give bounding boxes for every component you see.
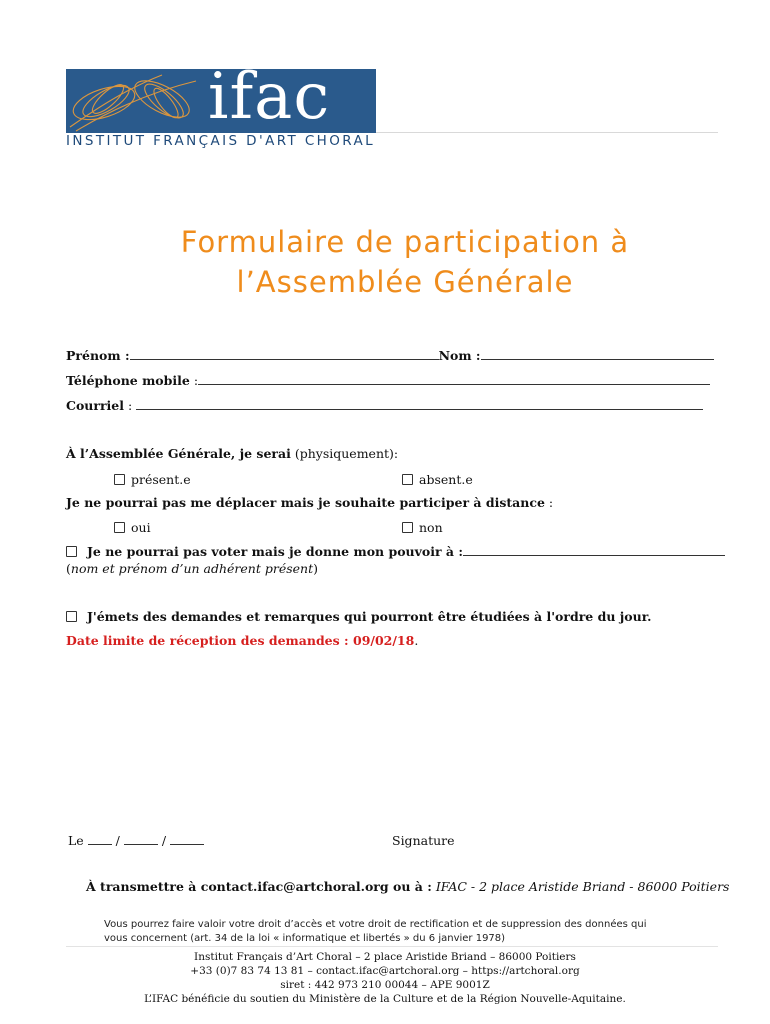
legal-notice (104, 918, 724, 946)
proxy-note-text: nom et prénom d’un adhérent présent (70, 561, 314, 576)
remote-no-option[interactable] (402, 520, 602, 535)
transmit-address: IFAC - 2 place Aristide Briand - 86000 Poitiers (435, 879, 730, 894)
nom-field[interactable] (481, 349, 714, 360)
remote-yes-checkbox[interactable] (114, 522, 125, 533)
remote-question (66, 495, 706, 510)
footer-siret: siret : 442 973 210 00044 – APE 9001Z (280, 979, 490, 991)
date-month-field[interactable] (124, 836, 158, 845)
date-row (68, 833, 268, 848)
legal-line-1: Vous pourrez faire valoir votre droit d’accès et votre droit de rectification et de suppression des données qui (104, 919, 647, 930)
telephone-row (66, 373, 706, 388)
footer (60, 950, 710, 1006)
remote-separator: : (548, 495, 554, 510)
proxy-label: Je ne pourrai pas voter mais je donne mon pouvoir à : (86, 544, 463, 559)
footer-address: Institut Français d’Art Choral – 2 place Aristide Briand – 86000 Poitiers (194, 951, 576, 963)
telephone-separator: : (193, 373, 199, 388)
present-option[interactable] (114, 472, 314, 487)
footer-divider (66, 946, 718, 947)
absent-option[interactable] (402, 472, 602, 487)
deadline-text: Date limite de réception des demandes : 09/02/18 (66, 633, 415, 648)
absent-label: absent.e (419, 472, 473, 487)
remote-question-text: Je ne pourrai pas me déplacer mais je souhaite participer à distance (66, 495, 545, 510)
date-label: Le (68, 833, 84, 848)
prenom-field[interactable] (130, 349, 439, 360)
telephone-field[interactable] (198, 374, 710, 385)
title-line-2: l’Assemblée Générale (236, 265, 574, 299)
proxy-note-open: ( (66, 561, 71, 576)
proxy-checkbox[interactable] (66, 546, 77, 557)
proxy-note (66, 561, 706, 576)
date-day-field[interactable] (88, 836, 112, 845)
courriel-row (66, 398, 706, 413)
present-checkbox[interactable] (114, 474, 125, 485)
legal-line-2: vous concernent (art. 34 de la loi « informatique et libertés » du 6 janvier 1978) (104, 933, 506, 944)
date-separator-1: / (115, 833, 120, 848)
logo-emblem (66, 69, 376, 133)
signature-label: Signature (392, 833, 455, 848)
swirl-icon (66, 69, 206, 133)
telephone-label: Téléphone mobile (66, 373, 190, 388)
date-year-field[interactable] (170, 836, 204, 845)
header-divider (376, 132, 718, 133)
transmit-instruction: À transmettre à contact.ifac@artchoral.org ou à : (86, 879, 432, 894)
absent-checkbox[interactable] (402, 474, 413, 485)
deadline-period: . (414, 633, 419, 648)
courriel-label: Courriel (66, 398, 124, 413)
remote-no-checkbox[interactable] (402, 522, 413, 533)
prenom-label: Prénom : (66, 348, 130, 363)
form-title (60, 222, 750, 302)
attendance-question-bold: À l’Assemblée Générale, je serai (66, 446, 291, 461)
nom-label: Nom : (438, 348, 481, 363)
proxy-row (66, 544, 706, 559)
courriel-field[interactable] (136, 399, 703, 410)
date-separator-2: / (161, 833, 167, 848)
requests-row (66, 609, 706, 624)
logo-wordmark: ifac (208, 69, 331, 133)
requests-label: J'émets des demandes et remarques qui pourront être étudiées à l'ordre du jour. (86, 609, 652, 624)
remote-yes-label: oui (131, 520, 151, 535)
footer-support: L’IFAC bénéficie du soutien du Ministère de la Culture et de la Région Nouvelle-Aquitaine. (144, 993, 626, 1005)
courriel-separator: : (127, 398, 133, 413)
deadline-row (66, 633, 706, 648)
requests-checkbox[interactable] (66, 611, 77, 622)
transmit-row (86, 879, 730, 894)
remote-yes-option[interactable] (114, 520, 314, 535)
ifac-logo (66, 69, 376, 153)
proxy-field[interactable] (463, 545, 725, 556)
remote-no-label: non (419, 520, 443, 535)
proxy-note-close: ) (313, 561, 318, 576)
logo-subtitle: INSTITUT FRANÇAIS D'ART CHORAL (66, 133, 376, 149)
footer-contact: +33 (0)7 83 74 13 81 – contact.ifac@artchoral.org – https://artchoral.org (190, 965, 580, 977)
title-line-1: Formulaire de participation à (180, 225, 630, 259)
name-row (66, 348, 706, 363)
attendance-question-rest: (physiquement): (290, 446, 399, 461)
attendance-question (66, 446, 706, 461)
present-label: présent.e (131, 472, 191, 487)
